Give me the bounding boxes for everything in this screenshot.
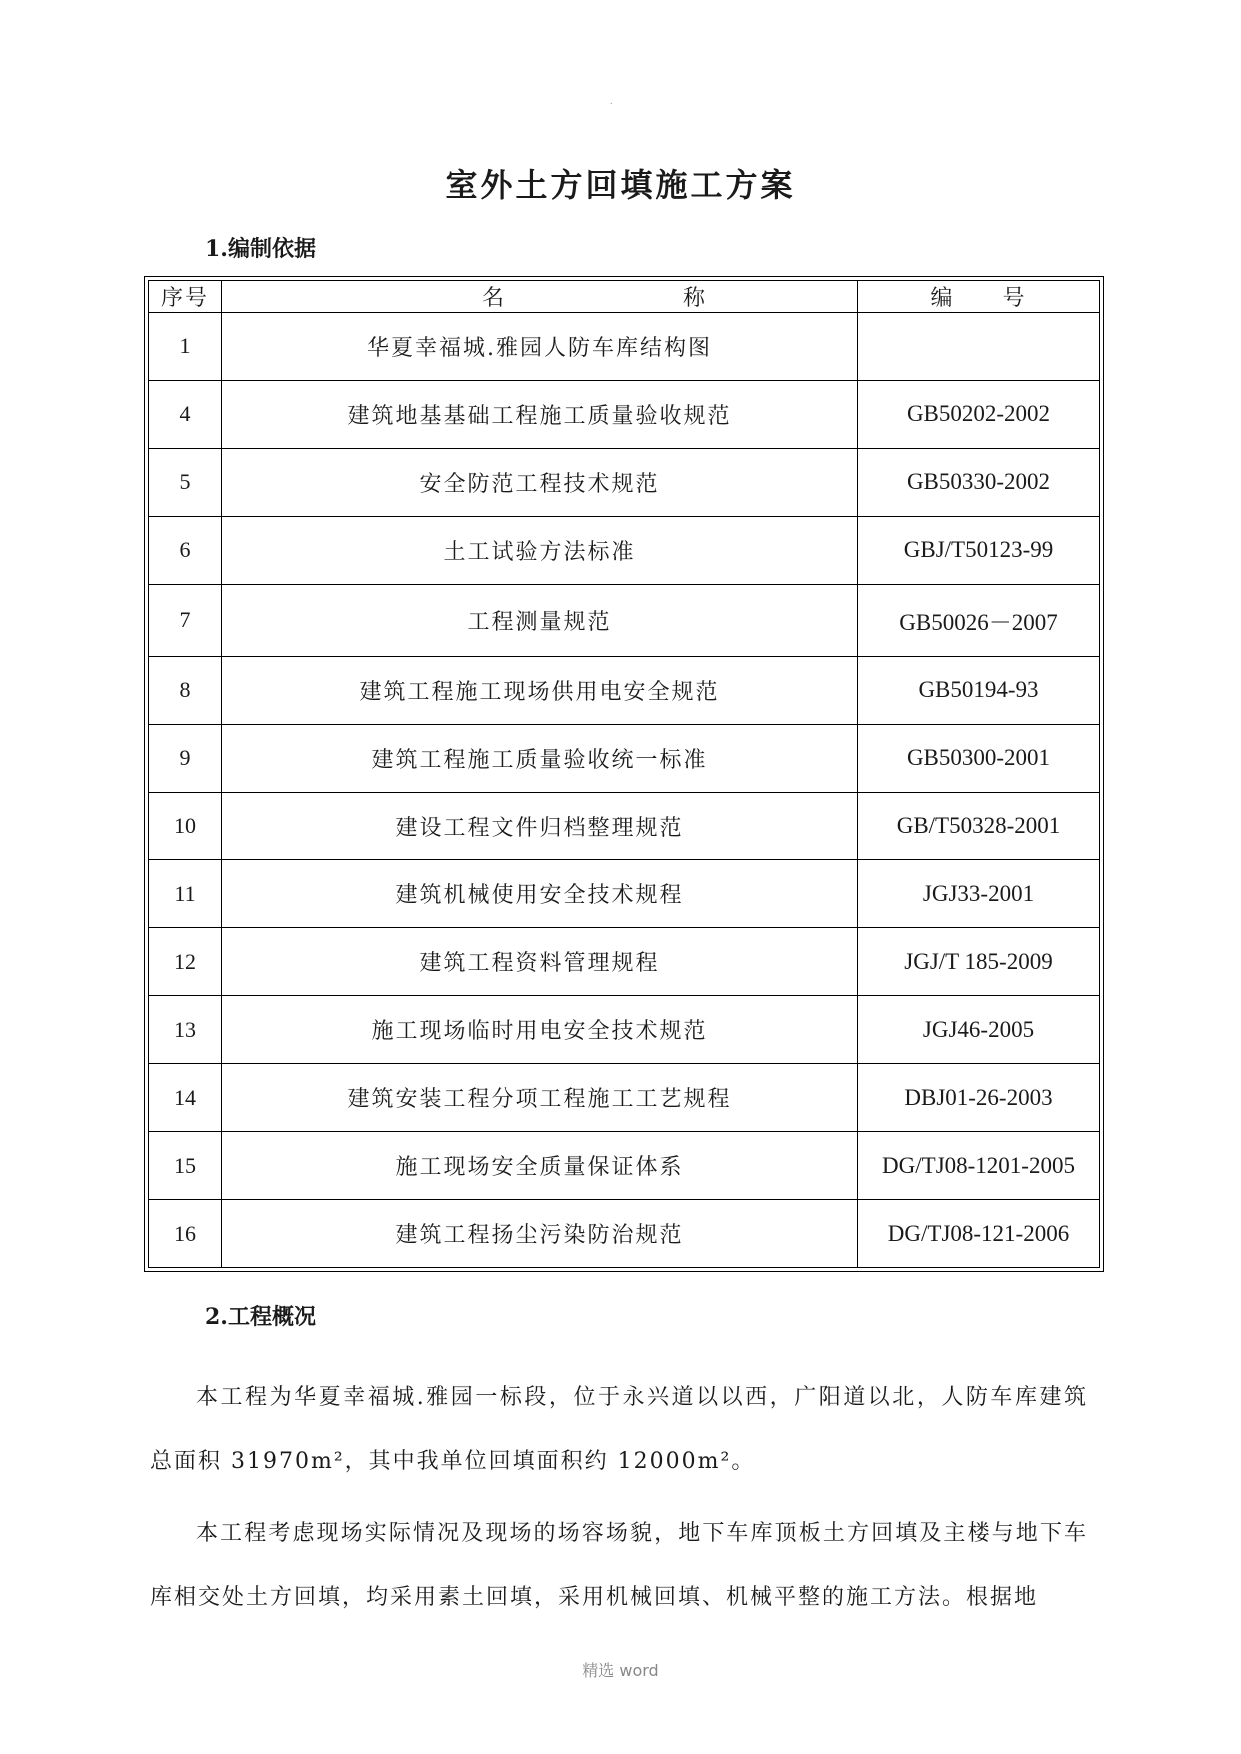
row-name: 安全防范工程技术规范 <box>222 448 858 516</box>
row-name: 华夏幸福城.雅园人防车库结构图 <box>222 313 858 381</box>
row-seq: 16 <box>149 1200 222 1268</box>
table-row <box>149 584 1100 656</box>
overview-paragraph-1: 本工程为华夏幸福城.雅园一标段，位于永兴道以以西，广阳道以北，人防车库建筑总面积 31970m²，其中我单位回填面积约 12000m²。 <box>150 1385 1088 1474</box>
row-code: DBJ01-26-2003 <box>858 1064 1100 1132</box>
table-row <box>149 724 1100 792</box>
row-code: GBJ/T50123-99 <box>858 516 1100 584</box>
row-seq: 5 <box>149 448 222 516</box>
table-row <box>149 1132 1100 1200</box>
table-row <box>149 1064 1100 1132</box>
row-seq: 11 <box>149 860 222 928</box>
document-title: 室外土方回填施工方案 <box>445 166 796 204</box>
row-seq: 15 <box>149 1132 222 1200</box>
row-name: 建筑工程施工现场供用电安全规范 <box>222 656 858 724</box>
row-seq: 10 <box>149 792 222 860</box>
row-code: GB/T50328-2001 <box>858 792 1100 860</box>
row-name: 施工现场临时用电安全技术规范 <box>222 996 858 1064</box>
row-code: JGJ46-2005 <box>858 996 1100 1064</box>
row-seq: 9 <box>149 724 222 792</box>
table-row <box>149 1200 1100 1268</box>
section-heading-basis: 1.编制依据 <box>205 236 316 262</box>
row-name: 建设工程文件归档整理规范 <box>222 792 858 860</box>
header-name-part-a: 名 <box>482 286 507 311</box>
row-code: DG/TJ08-1201-2005 <box>858 1132 1100 1200</box>
header-code-part-a: 编 <box>930 286 955 311</box>
header-dot: . <box>610 96 613 107</box>
row-seq: 6 <box>149 516 222 584</box>
row-seq: 12 <box>149 928 222 996</box>
row-seq: 7 <box>149 584 222 656</box>
row-code <box>858 313 1100 381</box>
header-code <box>858 281 1100 313</box>
row-code: GB50026－2007 <box>858 584 1100 656</box>
row-code: DG/TJ08-121-2006 <box>858 1200 1100 1268</box>
row-name: 建筑机械使用安全技术规程 <box>222 860 858 928</box>
row-name: 建筑工程施工质量验收统一标准 <box>222 724 858 792</box>
row-code: JGJ/T 185-2009 <box>858 928 1100 996</box>
row-name: 土工试验方法标准 <box>222 516 858 584</box>
section-heading-overview: 2.工程概况 <box>205 1304 316 1330</box>
header-seq: 序号 <box>149 281 222 313</box>
basis-table <box>148 280 1100 1268</box>
table-row <box>149 516 1100 584</box>
overview-paragraph-2: 本工程考虑现场实际情况及现场的场容场貌，地下车库顶板土方回填及主楼与地下车库相交处土方回填，均采用素土回填，采用机械回填、机械平整的施工方法。根据地 <box>150 1521 1088 1610</box>
header-name-part-b: 称 <box>682 286 707 311</box>
table-row <box>149 380 1100 448</box>
table-row <box>149 792 1100 860</box>
table-row <box>149 860 1100 928</box>
row-code: GB50194-93 <box>858 656 1100 724</box>
page-footer: 精选 word <box>582 1661 659 1680</box>
row-name: 建筑工程资料管理规程 <box>222 928 858 996</box>
row-code: JGJ33-2001 <box>858 860 1100 928</box>
header-code-part-b: 号 <box>1002 286 1027 311</box>
header-name <box>222 281 858 313</box>
table-row <box>149 656 1100 724</box>
row-seq: 14 <box>149 1064 222 1132</box>
row-seq: 4 <box>149 380 222 448</box>
row-name: 施工现场安全质量保证体系 <box>222 1132 858 1200</box>
row-code: GB50202-2002 <box>858 380 1100 448</box>
basis-table-frame <box>144 276 1104 1272</box>
table-row <box>149 313 1100 381</box>
row-name: 工程测量规范 <box>222 584 858 656</box>
table-header-row <box>149 281 1100 313</box>
row-seq: 13 <box>149 996 222 1064</box>
row-name: 建筑地基基础工程施工质量验收规范 <box>222 380 858 448</box>
row-name: 建筑安装工程分项工程施工工艺规程 <box>222 1064 858 1132</box>
row-seq: 8 <box>149 656 222 724</box>
table-row <box>149 448 1100 516</box>
table-row <box>149 928 1100 996</box>
row-code: GB50330-2002 <box>858 448 1100 516</box>
row-code: GB50300-2001 <box>858 724 1100 792</box>
row-seq: 1 <box>149 313 222 381</box>
row-name: 建筑工程扬尘污染防治规范 <box>222 1200 858 1268</box>
table-row <box>149 996 1100 1064</box>
